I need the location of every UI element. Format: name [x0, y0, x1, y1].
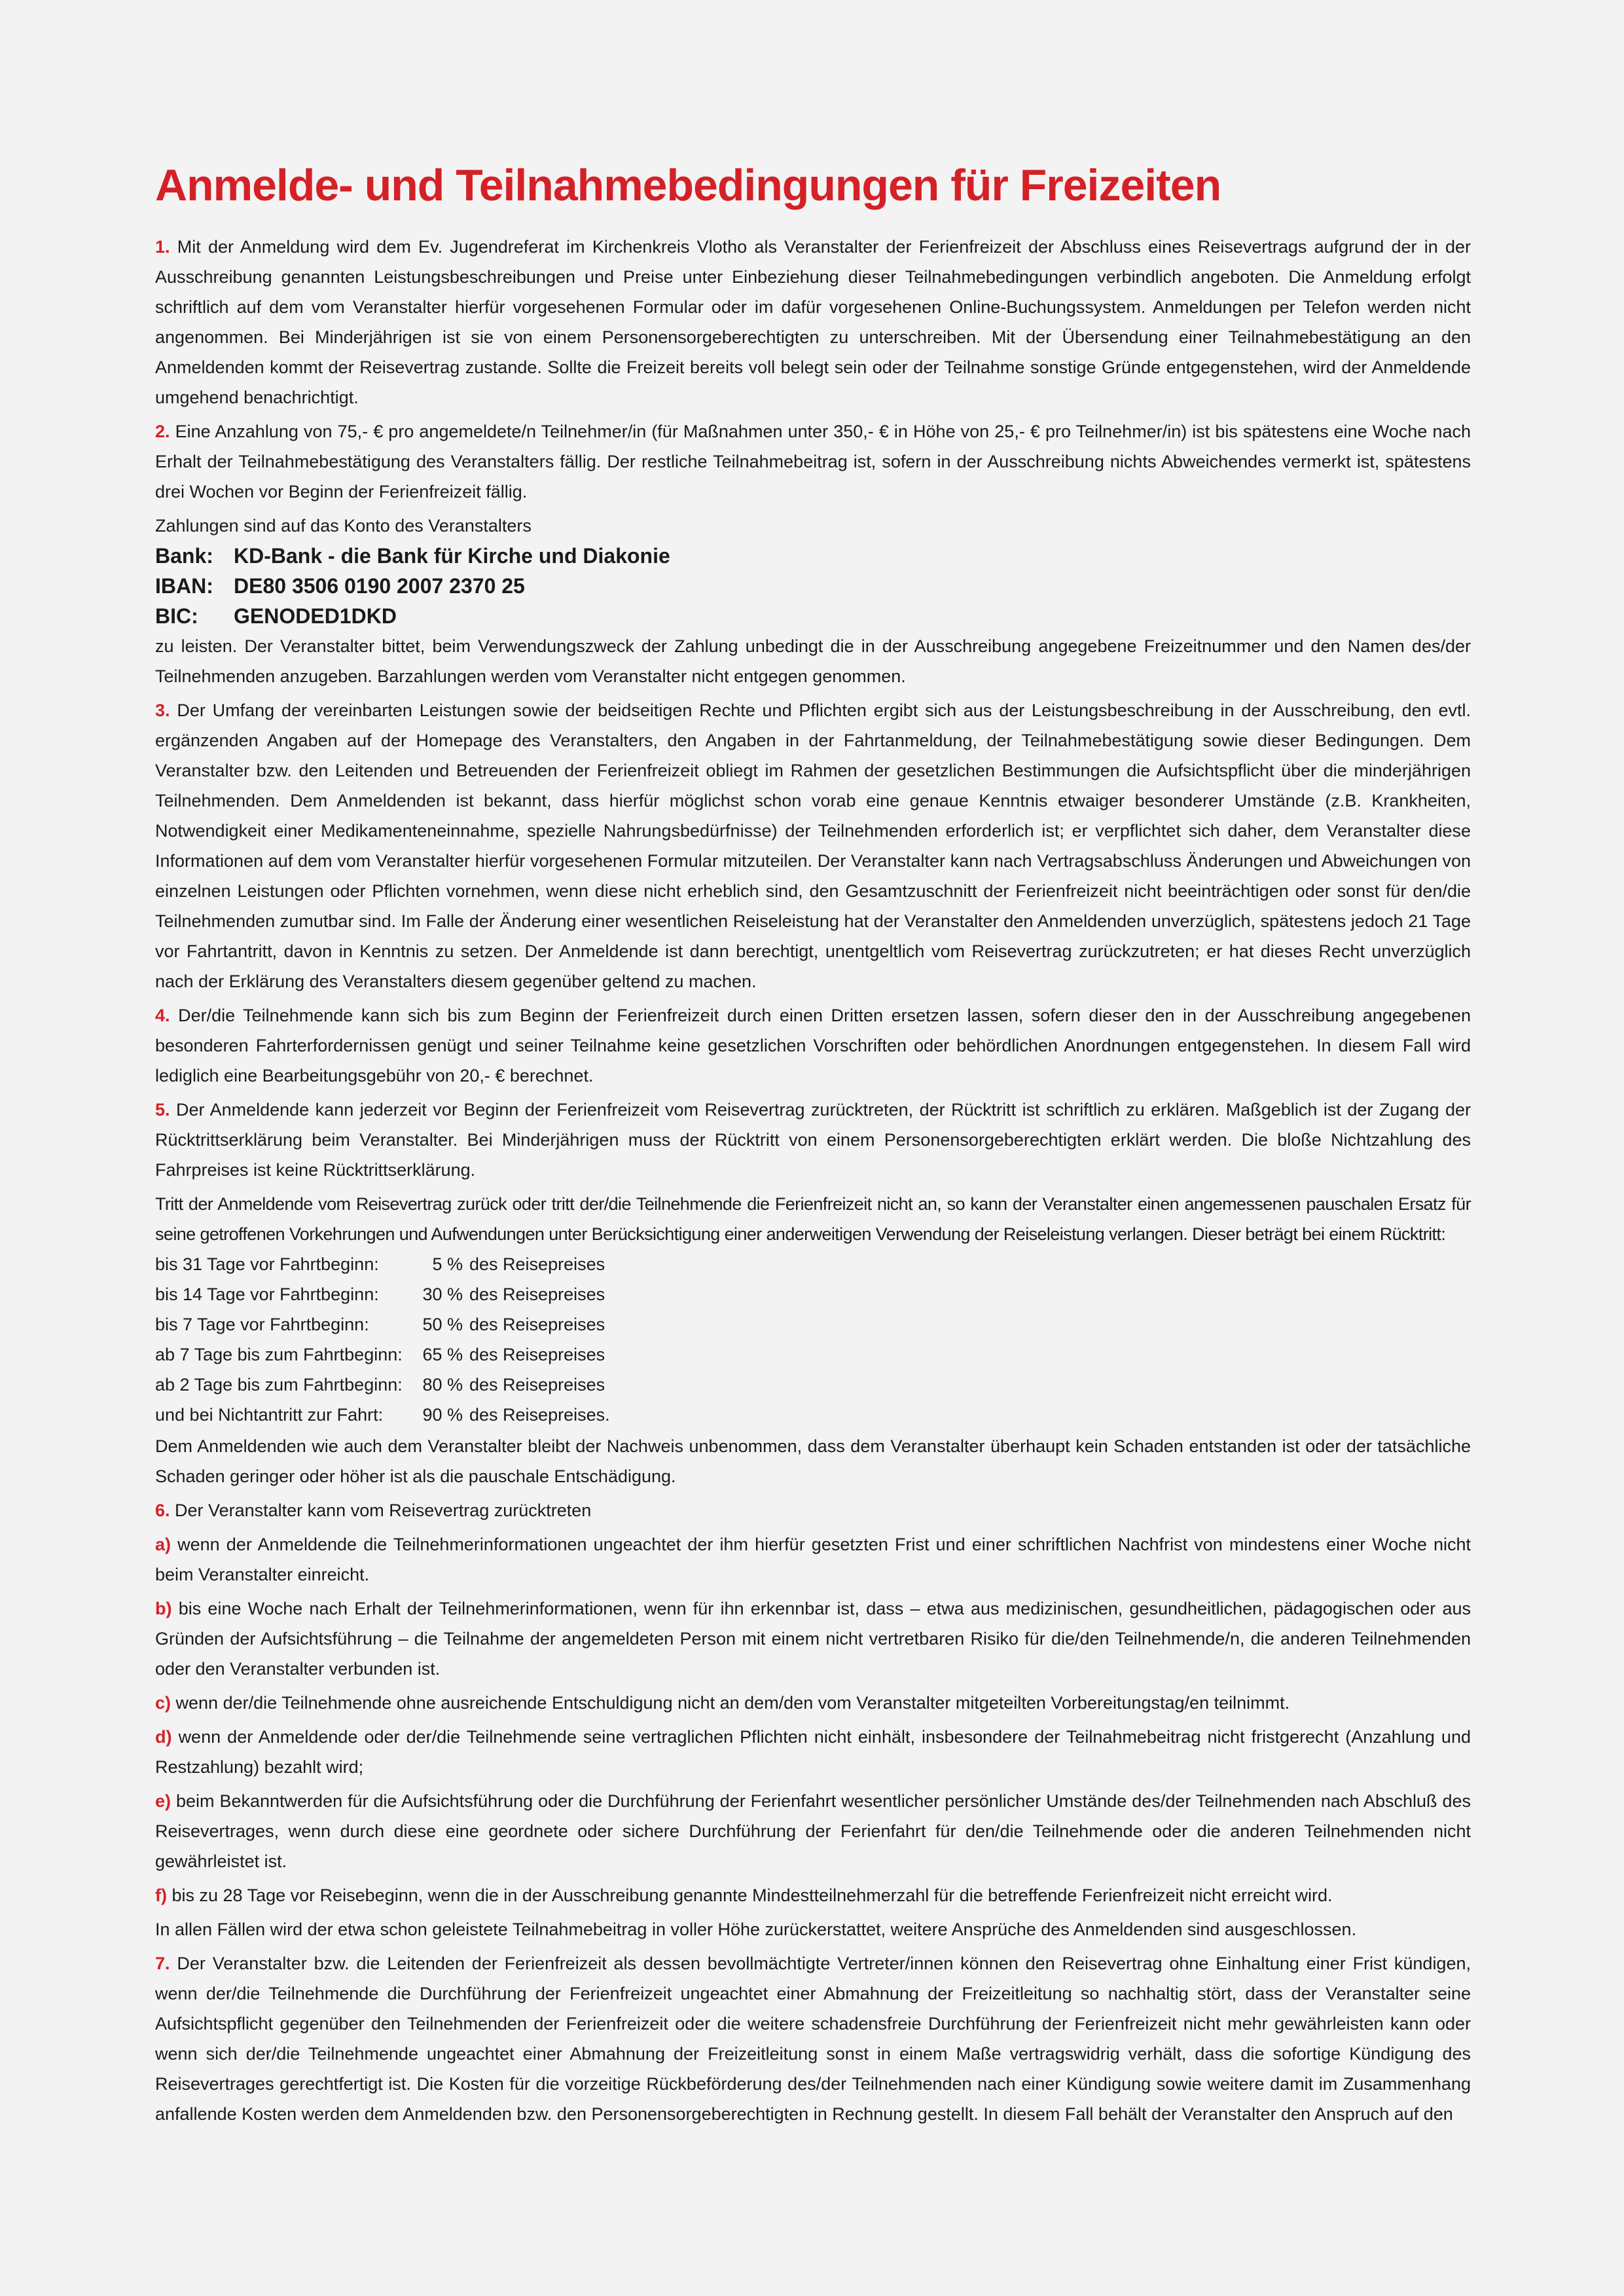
rate-row: [155, 1339, 1471, 1370]
rate-when: ab 2 Tage bis zum Fahrtbeginn:: [155, 1375, 403, 1394]
item-text: bis eine Woche nach Erhalt der Teilnehmerinformationen, wenn für ihn erkennbar ist, dass – etwa aus medizinischen, gesundheitlichen, pädagogischen oder aus Gründen der Aufsichtsführung – die Teilnahme der angemeldeten Person mit einem nicht vertretbaren Risiko für die/den Teilnehmende/n, die anderen Teilnehmenden oder den Veranstalter verbunden ist.: [155, 1599, 1471, 1679]
section-number: 3.: [155, 701, 170, 720]
compensation-text: Tritt der Anmeldende vom Reisevertrag zurück oder tritt der/die Teilnehmende die Ferienfreizeit nicht an, so kann der Veranstalter einen angemessenen pauschalen Ersatz für seine getroffenen Vorkehrungen und Aufwendungen unter Berücksichtigung einer anderweitigen Verwendung der Reiseleistung verlangen. Dieser beträgt bei einem Rücktritt:: [155, 1194, 1471, 1244]
section-number: 2.: [155, 422, 170, 441]
section-text: Der Veranstalter kann vom Reisevertrag zurücktreten: [175, 1501, 592, 1520]
section-3: [155, 695, 1471, 996]
bank-value: KD-Bank - die Bank für Kirche und Diakonie: [234, 544, 670, 568]
bank-line: [155, 541, 1471, 571]
withdrawal-item: [155, 1594, 1471, 1684]
item-letter: d): [155, 1727, 172, 1747]
iban-label: IBAN:: [155, 574, 213, 598]
rate-when: und bei Nichtantritt zur Fahrt:: [155, 1405, 384, 1425]
bic-line: [155, 601, 1471, 631]
section-number: 1.: [155, 237, 170, 257]
rate-row: [155, 1249, 1471, 1279]
section-6: [155, 1495, 1471, 1525]
item-text: wenn der Anmeldende die Teilnehmerinformationen ungeachtet der ihm hierfür gesetzten Frist und einer schriftlichen Nachfrist von mindestens einer Woche nicht beim Veranstalter einreicht.: [155, 1535, 1471, 1584]
bank-label: Bank:: [155, 544, 213, 568]
document-title: Anmelde- und Teilnahmebedingungen für Freizeiten: [155, 160, 1221, 210]
rate-percent: 90 %: [422, 1405, 463, 1425]
withdrawal-item: [155, 1880, 1471, 1910]
withdrawal-item: [155, 1688, 1471, 1718]
compensation-outro: Dem Anmeldenden wie auch dem Veranstalter bleibt der Nachweis unbenommen, dass dem Veranstalter überhaupt kein Schaden entstanden ist oder der tatsächliche Schaden geringer oder höher ist als die pauschale Entschädigung.: [155, 1436, 1471, 1486]
section-number: 4.: [155, 1006, 170, 1025]
rate-percent: 65 %: [422, 1345, 463, 1364]
section-text: Der Umfang der vereinbarten Leistungen sowie der beidseitigen Rechte und Pflichten ergibt sich aus der Leistungsbeschreibung in der Ausschreibung, den evtl. ergänzenden Angaben auf der Homepage des Veranstalters, den Angaben in der Fahrtanmeldung, der Teilnahmebestätigung sowie dieser Bedingungen. Dem Veranstalter bzw. den Leitenden und Betreuenden der Ferienfreizeit obliegt im Rahmen der gesetzlichen Bestimmungen die Aufsichtspflicht über die minderjährigen Teilnehmenden. Dem Anmeldenden ist bekannt, dass hierfür möglichst schon vorab eine genaue Kenntnis etwaiger besonderer Umstände (z.B. Krankheiten, Notwendigkeit einer Medikamenteneinnahme, spezielle Nahrungsbedürfnisse) der Teilnehmenden erforderlich ist; er verpflichtet sich daher, dem Veranstalter diese Informationen auf dem vom Veranstalter hierfür vorgesehenen Formular mitzuteilen. Der Veranstalter kann nach Vertragsabschluss Änderungen und Abweichungen von einzelnen Leistungen oder Pflichten vornehmen, wenn diese nicht erheblich sind, den Gesamtzuschnitt der Ferienfreizeit nicht beeinträchtigen oder sonst für den/die Teilnehmenden zumutbar sind. Im Falle der Änderung einer wesentlichen Reiseleistung hat der Veranstalter den Anmeldenden unverzüglich, spätestens jedoch 21 Tage vor Fahrtantritt, davon in Kenntnis zu setzen. Der Anmeldende ist dann berechtigt, unentgeltlich vom Reisevertrag zurückzutreten; er hat dieses Recht unverzüglich nach der Erklärung des Veranstalters diesem gegenüber geltend zu machen.: [155, 701, 1471, 991]
rate-label: des Reisepreises: [469, 1345, 605, 1364]
bic-label: BIC:: [155, 604, 198, 628]
section-number: 6.: [155, 1501, 170, 1520]
section-text: Der Anmeldende kann jederzeit vor Beginn der Ferienfreizeit vom Reisevertrag zurücktreten, der Rücktritt ist schriftlich zu erklären. Maßgeblich ist der Zugang der Rücktrittserklärung beim Veranstalter. Bei Minderjährigen muss der Rücktritt von einem Personensorgeberechtigten erklärt werden. Die bloße Nichtzahlung des Fahrpreises ist keine Rücktrittserklärung.: [155, 1100, 1471, 1180]
section-text: Der/die Teilnehmende kann sich bis zum Beginn der Ferienfreizeit durch einen Dritten ersetzen lassen, sofern dieser den in der Ausschreibung angegebenen besonderen Fahrterfordernissen genügt und seiner Teilnahme keine gesetzlichen Vorschriften oder behördlichen Anordnungen entgegenstehen. In diesem Fall wird lediglich eine Bearbeitungsgebühr von 20,- € berechnet.: [155, 1006, 1471, 1085]
section-text: Eine Anzahlung von 75,- € pro angemeldete/n Teilnehmer/in (für Maßnahmen unter 350,- € in Höhe von 25,- € pro Teilnehmer/in) ist bis spätestens eine Woche nach Erhalt der Teilnahmebestätigung des Veranstalters fällig. Der restliche Teilnahmebeitrag ist, sofern in der Ausschreibung nichts Abweichendes vermerkt ist, spätestens drei Wochen vor Beginn der Ferienfreizeit fällig.: [155, 422, 1471, 501]
rate-when: bis 31 Tage vor Fahrtbeginn:: [155, 1254, 379, 1274]
iban-line: [155, 571, 1471, 601]
section-text: Mit der Anmeldung wird dem Ev. Jugendreferat im Kirchenkreis Vlotho als Veranstalter der Ferienfreizeit der Abschluss eines Reisevertrags aufgrund der in der Ausschreibung genannten Leistungsbeschreibungen und Preise unter Einbeziehung dieser Teilnahmebedingungen verbindlich angeboten. Die Anmeldung erfolgt schriftlich auf dem vom Veranstalter hierfür vorgesehenen Formular oder im dafür vorgesehenen Online-Buchungssystem. Anmeldungen per Telefon werden nicht angenommen. Bei Minderjährigen ist sie von einem Personensorgeberechtigten zu unterschreiben. Mit der Übersendung einer Teilnahmebestätigung an den Anmeldenden kommt der Reisevertrag zustande. Sollte die Freizeit bereits voll belegt sein oder der Teilnahme sonstige Gründe entgegenstehen, wird der Anmeldende umgehend benachrichtigt.: [155, 237, 1471, 407]
cancellation-rates: [155, 1249, 1471, 1430]
item-letter: a): [155, 1535, 171, 1554]
section-4: [155, 1000, 1471, 1091]
section-1: [155, 232, 1471, 412]
withdrawal-item: [155, 1529, 1471, 1590]
item-text: wenn der Anmeldende oder der/die Teilnehmende seine vertraglichen Pflichten nicht einhält, insbesondere der Teilnahmebeitrag nicht fristgerecht (Anzahlung und Restzahlung) bezahlt wird;: [155, 1727, 1471, 1777]
document-content: [155, 149, 1471, 2133]
rate-percent: 50 %: [422, 1315, 463, 1334]
rate-label: des Reisepreises.: [469, 1405, 610, 1425]
withdrawal-item: [155, 1786, 1471, 1876]
item-letter: e): [155, 1791, 171, 1811]
item-letter: c): [155, 1693, 171, 1713]
section-number: 7.: [155, 1954, 170, 1973]
section-text: Der Veranstalter bzw. die Leitenden der Ferienfreizeit als dessen bevollmächtigte Vertreter/innen können den Reisevertrag ohne Einhaltung einer Frist kündigen, wenn der/die Teilnehmende die Durchführung der Ferienfreizeit ungeachtet einer Abmahnung der Freizeitleitung so nachhaltig stört, dass der Veranstalter seine Aufsichtspflicht gegenüber den Teilnehmenden der Ferienfreizeit oder die weitere schadensfreie Durchführung der Ferienfreizeit nicht mehr gewährleisten kann oder wenn sich der/die Teilnehmende ungeachtet einer Abmahnung der Freizeitleitung sonst in einem Maße vertragswidrig verhält, dass die sofortige Kündigung des Reisevertrages gerechtfertigt ist. Die Kosten für die vorzeitige Rückbeförderung des/der Teilnehmenden nach einer Kündigung sowie weitere damit im Zusammenhang anfallende Kosten werden dem Anmeldenden bzw. den Personensorgeberechtigten in Rechnung gestellt. In diesem Fall behält der Veranstalter den Anspruch auf den: [155, 1954, 1471, 2124]
rate-when: bis 14 Tage vor Fahrtbeginn:: [155, 1285, 379, 1304]
rate-percent: 80 %: [422, 1375, 463, 1394]
rate-when: bis 7 Tage vor Fahrtbeginn:: [155, 1315, 369, 1334]
withdrawal-outro: In allen Fällen wird der etwa schon geleistete Teilnahmebeitrag in voller Höhe zurückerstattet, weitere Ansprüche des Anmeldenden sind ausgeschlossen.: [155, 1920, 1357, 1939]
bic-value: GENODED1DKD: [234, 604, 397, 628]
item-letter: b): [155, 1599, 172, 1618]
rate-row: [155, 1309, 1471, 1339]
withdrawal-item: [155, 1722, 1471, 1782]
rate-label: des Reisepreises: [469, 1254, 605, 1274]
section-5: [155, 1095, 1471, 1185]
item-text: bis zu 28 Tage vor Reisebeginn, wenn die in der Ausschreibung genannte Mindestteilnehmerzahl für die betreffende Ferienfreizeit nicht erreicht wird.: [171, 1886, 1333, 1905]
item-text: beim Bekanntwerden für die Aufsichtsführung oder die Durchführung der Ferienfahrt wesentlicher persönlicher Umstände des/der Teilnehmenden nach Abschluß des Reisevertrages, wenn durch diese eine geordnete oder sichere Durchführung der Ferienfahrt für den/die Teilnehmende oder die anderen Teilnehmenden nicht gewährleistet ist.: [155, 1791, 1471, 1871]
rate-when: ab 7 Tage bis zum Fahrtbeginn:: [155, 1345, 403, 1364]
payment-outro: zu leisten. Der Veranstalter bittet, beim Verwendungszweck der Zahlung unbedingt die in der Ausschreibung angegebene Freizeitnummer und den Namen des/der Teilnehmenden anzugeben. Barzahlungen werden vom Veranstalter nicht entgegen genommen.: [155, 636, 1471, 686]
payment-intro: Zahlungen sind auf das Konto des Veranstalters: [155, 516, 532, 536]
iban-value: DE80 3506 0190 2007 2370 25: [234, 574, 525, 598]
rate-percent: 5 %: [432, 1254, 463, 1274]
rate-label: des Reisepreises: [469, 1375, 605, 1394]
item-letter: f): [155, 1886, 167, 1905]
rate-label: des Reisepreises: [469, 1315, 605, 1334]
rate-percent: 30 %: [422, 1285, 463, 1304]
rate-row: [155, 1370, 1471, 1400]
rate-row: [155, 1279, 1471, 1309]
rate-row: [155, 1400, 1471, 1430]
section-2: [155, 416, 1471, 507]
section-number: 5.: [155, 1100, 170, 1120]
item-text: wenn der/die Teilnehmende ohne ausreichende Entschuldigung nicht an dem/den vom Veranstalter mitgeteilten Vorbereitungstag/en teilnimmt.: [175, 1693, 1290, 1713]
section-7: [155, 1948, 1471, 2129]
rate-label: des Reisepreises: [469, 1285, 605, 1304]
